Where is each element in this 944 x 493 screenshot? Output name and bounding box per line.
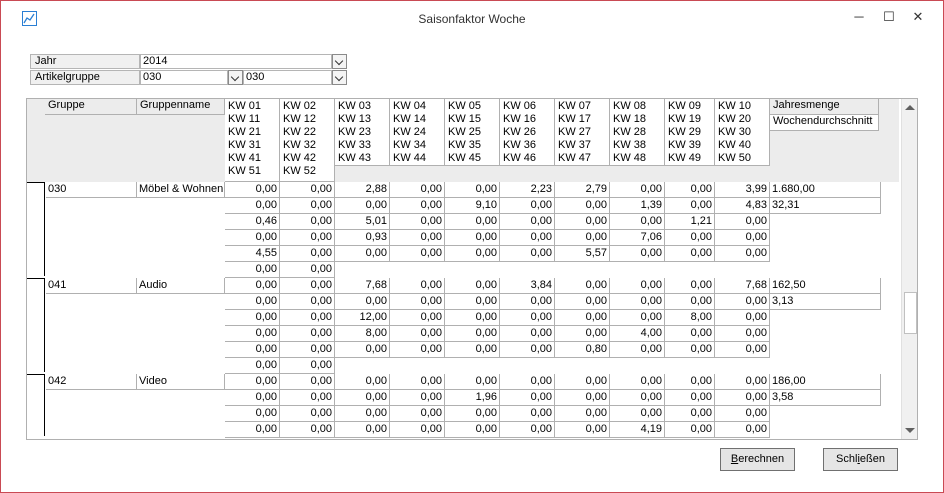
kw-label: KW 40 bbox=[718, 139, 752, 151]
week-value-cell[interactable]: 0,00 bbox=[665, 390, 715, 406]
kw-label: KW 49 bbox=[668, 152, 702, 164]
week-value-cell[interactable]: 0,00 bbox=[555, 198, 610, 214]
jahresmenge-cell[interactable]: 186,00 bbox=[770, 374, 881, 390]
week-value-cell[interactable]: 0,00 bbox=[280, 230, 335, 246]
data-grid bbox=[26, 98, 918, 440]
week-value-cell[interactable]: 0,00 bbox=[555, 326, 610, 342]
week-value-cell[interactable]: 5,57 bbox=[555, 246, 610, 262]
week-value-cell[interactable]: 0,00 bbox=[280, 262, 335, 278]
jahresmenge-cell[interactable]: 162,50 bbox=[770, 278, 881, 294]
week-value-cell[interactable]: 0,00 bbox=[715, 214, 770, 230]
week-value-cell[interactable]: 0,00 bbox=[390, 310, 445, 326]
wochendurchschnitt-cell[interactable]: 3,58 bbox=[770, 390, 881, 406]
kw-label: KW 09 bbox=[668, 100, 702, 112]
wochendurchschnitt-cell[interactable]: 3,13 bbox=[770, 294, 881, 310]
kw-label: KW 42 bbox=[283, 152, 317, 164]
kw-label: KW 33 bbox=[338, 139, 372, 151]
week-value-cell[interactable]: 0,00 bbox=[390, 342, 445, 358]
week-value-cell[interactable]: 8,00 bbox=[335, 326, 390, 342]
week-value-cell[interactable]: 0,00 bbox=[445, 342, 500, 358]
week-value-cell[interactable]: 0,00 bbox=[280, 358, 335, 374]
close-button[interactable]: ✕ bbox=[912, 9, 924, 24]
window-title: Saisonfaktor Woche bbox=[418, 12, 526, 26]
kw-label: KW 24 bbox=[393, 126, 427, 138]
week-value-cell[interactable]: 0,00 bbox=[445, 230, 500, 246]
kw-label: KW 15 bbox=[448, 113, 482, 125]
kw-label: KW 41 bbox=[228, 152, 262, 164]
week-value-cell[interactable]: 1,39 bbox=[610, 198, 665, 214]
week-value-cell[interactable]: 7,68 bbox=[715, 278, 770, 294]
week-value-cell[interactable]: 4,55 bbox=[225, 246, 280, 262]
week-value-cell[interactable]: 0,00 bbox=[665, 422, 715, 438]
week-value-cell[interactable]: 0,00 bbox=[445, 422, 500, 438]
kw-label: KW 27 bbox=[558, 126, 592, 138]
week-value-cell[interactable]: 0,00 bbox=[665, 406, 715, 422]
week-value-cell[interactable]: 0,00 bbox=[445, 214, 500, 230]
week-value-cell[interactable]: 0,00 bbox=[445, 406, 500, 422]
group-code-cell[interactable]: 041 bbox=[46, 278, 137, 294]
week-value-cell[interactable]: 0,00 bbox=[335, 342, 390, 358]
header-kw-column[interactable] bbox=[445, 99, 500, 166]
week-value-cell[interactable]: 0,00 bbox=[610, 406, 665, 422]
berechnen-button[interactable]: Berechnen bbox=[720, 448, 795, 471]
week-value-cell[interactable]: 0,00 bbox=[715, 342, 770, 358]
week-value-cell[interactable]: 0,00 bbox=[225, 230, 280, 246]
week-value-cell[interactable]: 0,00 bbox=[390, 182, 445, 198]
kw-label: KW 08 bbox=[613, 100, 647, 112]
week-value-cell[interactable]: 0,00 bbox=[445, 182, 500, 198]
header-gruppenname[interactable]: Gruppenname bbox=[137, 99, 225, 115]
wochendurchschnitt-cell[interactable]: 32,31 bbox=[770, 198, 881, 214]
kw-label: KW 28 bbox=[613, 126, 647, 138]
week-value-cell[interactable]: 0,00 bbox=[500, 406, 555, 422]
header-kw-column[interactable] bbox=[715, 99, 770, 166]
kw-label: KW 32 bbox=[283, 139, 317, 151]
week-value-cell[interactable]: 0,00 bbox=[280, 422, 335, 438]
week-value-cell[interactable]: 0,00 bbox=[500, 422, 555, 438]
week-value-cell[interactable]: 0,00 bbox=[390, 294, 445, 310]
week-value-cell[interactable]: 0,00 bbox=[390, 246, 445, 262]
kw-label: KW 16 bbox=[503, 113, 537, 125]
group-name-cell[interactable]: Video bbox=[137, 374, 225, 390]
group-name-cell[interactable]: Möbel & Wohnen bbox=[137, 182, 225, 198]
week-value-cell[interactable]: 0,00 bbox=[335, 406, 390, 422]
week-value-cell[interactable]: 7,68 bbox=[335, 278, 390, 294]
week-value-cell[interactable]: 0,00 bbox=[500, 390, 555, 406]
kw-label: KW 22 bbox=[283, 126, 317, 138]
week-value-cell[interactable]: 0,00 bbox=[445, 246, 500, 262]
kw-label: KW 30 bbox=[718, 126, 752, 138]
week-value-cell[interactable]: 0,00 bbox=[335, 198, 390, 214]
artikelgruppe-to-field[interactable]: 030 bbox=[243, 70, 332, 85]
week-value-cell[interactable]: 0,00 bbox=[445, 374, 500, 390]
week-value-cell[interactable]: 0,00 bbox=[445, 310, 500, 326]
kw-label: KW 35 bbox=[448, 139, 482, 151]
week-value-cell[interactable]: 1,21 bbox=[665, 214, 715, 230]
maximize-button[interactable]: ☐ bbox=[883, 9, 895, 24]
week-value-cell[interactable]: 0,00 bbox=[390, 198, 445, 214]
kw-label: KW 34 bbox=[393, 139, 427, 151]
kw-label: KW 47 bbox=[558, 152, 592, 164]
kw-label: KW 26 bbox=[503, 126, 537, 138]
week-value-cell[interactable]: 0,00 bbox=[665, 246, 715, 262]
kw-label: KW 51 bbox=[228, 165, 262, 177]
header-kw-column[interactable] bbox=[225, 99, 280, 182]
week-value-cell[interactable]: 0,00 bbox=[390, 230, 445, 246]
group-block bbox=[27, 278, 899, 374]
week-value-cell[interactable]: 0,00 bbox=[390, 278, 445, 294]
artikelgruppe-label: Artikelgruppe bbox=[30, 70, 140, 85]
week-value-cell[interactable]: 0,00 bbox=[665, 230, 715, 246]
week-value-cell[interactable]: 0,00 bbox=[280, 182, 335, 198]
kw-label: KW 11 bbox=[228, 113, 261, 125]
week-value-cell[interactable]: 0,00 bbox=[715, 310, 770, 326]
week-value-cell[interactable]: 3,84 bbox=[500, 278, 555, 294]
week-value-cell[interactable]: 0,00 bbox=[715, 326, 770, 342]
kw-label: KW 39 bbox=[668, 139, 702, 151]
week-value-cell[interactable]: 0,00 bbox=[225, 310, 280, 326]
week-value-cell[interactable]: 2,23 bbox=[500, 182, 555, 198]
week-value-cell[interactable]: 0,00 bbox=[225, 278, 280, 294]
kw-label: KW 23 bbox=[338, 126, 372, 138]
kw-label: KW 29 bbox=[668, 126, 702, 138]
week-value-cell[interactable]: 0,00 bbox=[610, 278, 665, 294]
week-value-cell[interactable]: 4,00 bbox=[610, 326, 665, 342]
kw-label: KW 14 bbox=[393, 113, 427, 125]
week-value-cell[interactable]: 0,00 bbox=[445, 278, 500, 294]
week-value-cell[interactable]: 0,00 bbox=[610, 342, 665, 358]
week-value-cell[interactable]: 0,00 bbox=[225, 406, 280, 422]
kw-label: KW 19 bbox=[668, 113, 702, 125]
kw-label: KW 07 bbox=[558, 100, 592, 112]
week-value-cell[interactable]: 0,00 bbox=[555, 230, 610, 246]
kw-label: KW 12 bbox=[283, 113, 317, 125]
week-value-cell[interactable]: 0,00 bbox=[225, 374, 280, 390]
week-value-cell[interactable]: 0,00 bbox=[280, 326, 335, 342]
week-value-cell[interactable]: 0,00 bbox=[555, 390, 610, 406]
jahresmenge-cell[interactable]: 1.680,00 bbox=[770, 182, 881, 198]
week-value-cell[interactable]: 0,00 bbox=[390, 422, 445, 438]
kw-label: KW 52 bbox=[283, 165, 317, 177]
week-value-cell[interactable]: 0,00 bbox=[225, 390, 280, 406]
week-value-cell[interactable]: 0,00 bbox=[610, 310, 665, 326]
kw-label: KW 37 bbox=[558, 139, 592, 151]
week-value-cell[interactable]: 0,00 bbox=[280, 406, 335, 422]
grid-body bbox=[27, 182, 899, 439]
group-block bbox=[27, 374, 899, 438]
header-kw-column[interactable] bbox=[500, 99, 555, 166]
week-value-cell[interactable]: 12,00 bbox=[335, 310, 390, 326]
week-value-cell[interactable]: 0,00 bbox=[225, 182, 280, 198]
week-value-cell[interactable]: 0,00 bbox=[280, 278, 335, 294]
week-value-cell[interactable]: 0,00 bbox=[555, 310, 610, 326]
week-value-cell[interactable]: 0,00 bbox=[280, 374, 335, 390]
week-value-cell[interactable]: 4,83 bbox=[715, 198, 770, 214]
week-value-cell[interactable]: 5,01 bbox=[335, 214, 390, 230]
week-value-cell[interactable]: 0,80 bbox=[555, 342, 610, 358]
week-value-cell[interactable]: 0,00 bbox=[715, 374, 770, 390]
title-bar bbox=[1, 1, 943, 33]
jahr-field[interactable]: 2014 bbox=[140, 54, 332, 69]
week-value-cell[interactable]: 0,00 bbox=[225, 342, 280, 358]
week-value-cell[interactable]: 0,00 bbox=[390, 406, 445, 422]
week-value-cell[interactable]: 0,00 bbox=[610, 246, 665, 262]
week-value-cell[interactable]: 0,00 bbox=[335, 246, 390, 262]
kw-label: KW 03 bbox=[338, 100, 372, 112]
week-value-cell[interactable]: 0,00 bbox=[280, 342, 335, 358]
week-value-cell[interactable]: 0,00 bbox=[280, 214, 335, 230]
week-value-cell[interactable]: 0,00 bbox=[280, 310, 335, 326]
artikelgruppe-from-chevron-icon[interactable] bbox=[228, 70, 243, 85]
week-value-cell[interactable]: 1,96 bbox=[445, 390, 500, 406]
jahr-dropdown-chevron-icon[interactable] bbox=[332, 54, 347, 69]
kw-label: KW 01 bbox=[228, 100, 262, 112]
week-value-cell[interactable]: 0,00 bbox=[225, 326, 280, 342]
kw-label: KW 36 bbox=[503, 139, 537, 151]
week-value-cell[interactable]: 0,46 bbox=[225, 214, 280, 230]
week-value-cell[interactable]: 0,00 bbox=[390, 374, 445, 390]
artikelgruppe-to-chevron-icon[interactable] bbox=[332, 70, 347, 85]
kw-label: KW 44 bbox=[393, 152, 427, 164]
week-value-cell[interactable]: 0,00 bbox=[610, 182, 665, 198]
week-value-cell[interactable]: 0,00 bbox=[555, 406, 610, 422]
week-value-cell[interactable]: 0,00 bbox=[280, 390, 335, 406]
kw-label: KW 20 bbox=[718, 113, 752, 125]
week-value-cell[interactable]: 0,00 bbox=[390, 390, 445, 406]
scroll-up-arrow-icon[interactable] bbox=[905, 105, 915, 110]
kw-label: KW 04 bbox=[393, 100, 427, 112]
kw-label: KW 18 bbox=[613, 113, 647, 125]
week-value-cell[interactable]: 0,00 bbox=[280, 198, 335, 214]
kw-label: KW 06 bbox=[503, 100, 537, 112]
week-value-cell[interactable]: 0,00 bbox=[610, 390, 665, 406]
week-value-cell[interactable]: 0,00 bbox=[445, 294, 500, 310]
week-value-cell[interactable]: 0,93 bbox=[335, 230, 390, 246]
week-value-cell[interactable]: 0,00 bbox=[225, 422, 280, 438]
week-value-cell[interactable]: 0,00 bbox=[665, 294, 715, 310]
group-marker bbox=[27, 182, 45, 276]
artikelgruppe-from-field[interactable]: 030 bbox=[140, 70, 228, 85]
kw-label: KW 48 bbox=[613, 152, 647, 164]
week-value-cell[interactable]: 0,00 bbox=[665, 278, 715, 294]
minimize-button[interactable]: ─ bbox=[854, 9, 864, 24]
week-value-cell[interactable]: 2,88 bbox=[335, 182, 390, 198]
kw-label: KW 50 bbox=[718, 152, 752, 164]
group-code-cell[interactable]: 042 bbox=[46, 374, 137, 390]
week-value-cell[interactable]: 0,00 bbox=[715, 390, 770, 406]
header-kw-column[interactable] bbox=[390, 99, 445, 166]
week-value-cell[interactable]: 0,00 bbox=[225, 198, 280, 214]
group-code-cell[interactable]: 030 bbox=[46, 182, 137, 198]
week-value-cell[interactable]: 0,00 bbox=[500, 230, 555, 246]
week-value-cell[interactable]: 8,00 bbox=[665, 310, 715, 326]
kw-label: KW 45 bbox=[448, 152, 482, 164]
group-block bbox=[27, 182, 899, 278]
week-value-cell[interactable]: 0,00 bbox=[715, 294, 770, 310]
week-value-cell[interactable]: 0,00 bbox=[610, 294, 665, 310]
week-value-cell[interactable]: 0,00 bbox=[335, 294, 390, 310]
scroll-thumb[interactable] bbox=[904, 292, 917, 334]
week-value-cell[interactable]: 0,00 bbox=[500, 326, 555, 342]
schliessen-button[interactable]: Schließen bbox=[823, 448, 898, 471]
header-kw-column[interactable] bbox=[280, 99, 335, 182]
kw-label: KW 46 bbox=[503, 152, 537, 164]
week-value-cell[interactable]: 0,00 bbox=[335, 422, 390, 438]
week-value-cell[interactable]: 0,00 bbox=[610, 374, 665, 390]
week-value-cell[interactable]: 0,00 bbox=[225, 262, 280, 278]
kw-label: KW 31 bbox=[228, 139, 262, 151]
week-value-cell[interactable]: 0,00 bbox=[500, 246, 555, 262]
week-value-cell[interactable]: 9,10 bbox=[445, 198, 500, 214]
week-value-cell[interactable]: 2,79 bbox=[555, 182, 610, 198]
week-value-cell[interactable]: 4,19 bbox=[610, 422, 665, 438]
week-value-cell[interactable]: 0,00 bbox=[335, 390, 390, 406]
week-value-cell[interactable]: 0,00 bbox=[500, 342, 555, 358]
kw-label: KW 43 bbox=[338, 152, 372, 164]
week-value-cell[interactable]: 0,00 bbox=[555, 374, 610, 390]
week-value-cell[interactable]: 0,00 bbox=[665, 342, 715, 358]
week-value-cell[interactable]: 0,00 bbox=[500, 374, 555, 390]
week-value-cell[interactable]: 7,06 bbox=[610, 230, 665, 246]
header-wochendurchschnitt[interactable]: Wochendurchschnitt bbox=[770, 115, 879, 131]
header-kw-column[interactable] bbox=[610, 99, 665, 166]
week-value-cell[interactable]: 0,00 bbox=[225, 294, 280, 310]
kw-label: KW 17 bbox=[558, 113, 592, 125]
week-value-cell[interactable]: 0,00 bbox=[715, 230, 770, 246]
week-value-cell[interactable]: 0,00 bbox=[390, 214, 445, 230]
grid-header bbox=[27, 99, 899, 182]
week-value-cell[interactable]: 0,00 bbox=[665, 326, 715, 342]
week-value-cell[interactable]: 0,00 bbox=[500, 214, 555, 230]
kw-label: KW 13 bbox=[338, 113, 372, 125]
week-value-cell[interactable]: 0,00 bbox=[335, 374, 390, 390]
header-kw-column[interactable] bbox=[665, 99, 715, 166]
scroll-down-arrow-icon[interactable] bbox=[905, 428, 915, 433]
header-gruppe[interactable]: Gruppe bbox=[45, 99, 137, 115]
jahr-label: Jahr bbox=[30, 54, 140, 69]
week-value-cell[interactable]: 0,00 bbox=[280, 294, 335, 310]
week-value-cell[interactable]: 0,00 bbox=[665, 182, 715, 198]
kw-label: KW 21 bbox=[228, 126, 262, 138]
week-value-cell[interactable]: 0,00 bbox=[555, 214, 610, 230]
group-name-cell[interactable]: Audio bbox=[137, 278, 225, 294]
kw-label: KW 10 bbox=[718, 100, 752, 112]
header-jahresmenge[interactable]: Jahresmenge bbox=[770, 99, 879, 115]
week-value-cell[interactable]: 0,00 bbox=[555, 278, 610, 294]
week-value-cell[interactable]: 0,00 bbox=[665, 198, 715, 214]
kw-label: KW 02 bbox=[283, 100, 317, 112]
week-value-cell[interactable]: 0,00 bbox=[555, 422, 610, 438]
week-value-cell[interactable]: 3,99 bbox=[715, 182, 770, 198]
week-value-cell[interactable]: 0,00 bbox=[665, 374, 715, 390]
week-value-cell[interactable]: 0,00 bbox=[500, 294, 555, 310]
kw-label: KW 05 bbox=[448, 100, 482, 112]
week-value-cell[interactable]: 0,00 bbox=[445, 326, 500, 342]
vertical-scrollbar[interactable] bbox=[901, 99, 918, 439]
kw-label: KW 25 bbox=[448, 126, 482, 138]
week-value-cell[interactable]: 0,00 bbox=[280, 246, 335, 262]
kw-label: KW 38 bbox=[613, 139, 647, 151]
week-value-cell[interactable]: 0,00 bbox=[225, 358, 280, 374]
header-kw-column[interactable] bbox=[335, 99, 390, 166]
header-kw-column[interactable] bbox=[555, 99, 610, 166]
week-value-cell[interactable]: 0,00 bbox=[500, 310, 555, 326]
week-value-cell[interactable]: 0,00 bbox=[610, 214, 665, 230]
week-value-cell[interactable]: 0,00 bbox=[555, 294, 610, 310]
group-marker bbox=[27, 374, 45, 436]
week-value-cell[interactable]: 0,00 bbox=[500, 198, 555, 214]
week-value-cell[interactable]: 0,00 bbox=[715, 246, 770, 262]
week-value-cell[interactable]: 0,00 bbox=[390, 326, 445, 342]
group-marker bbox=[27, 278, 45, 372]
week-value-cell[interactable]: 0,00 bbox=[715, 406, 770, 422]
week-value-cell[interactable]: 0,00 bbox=[715, 422, 770, 438]
